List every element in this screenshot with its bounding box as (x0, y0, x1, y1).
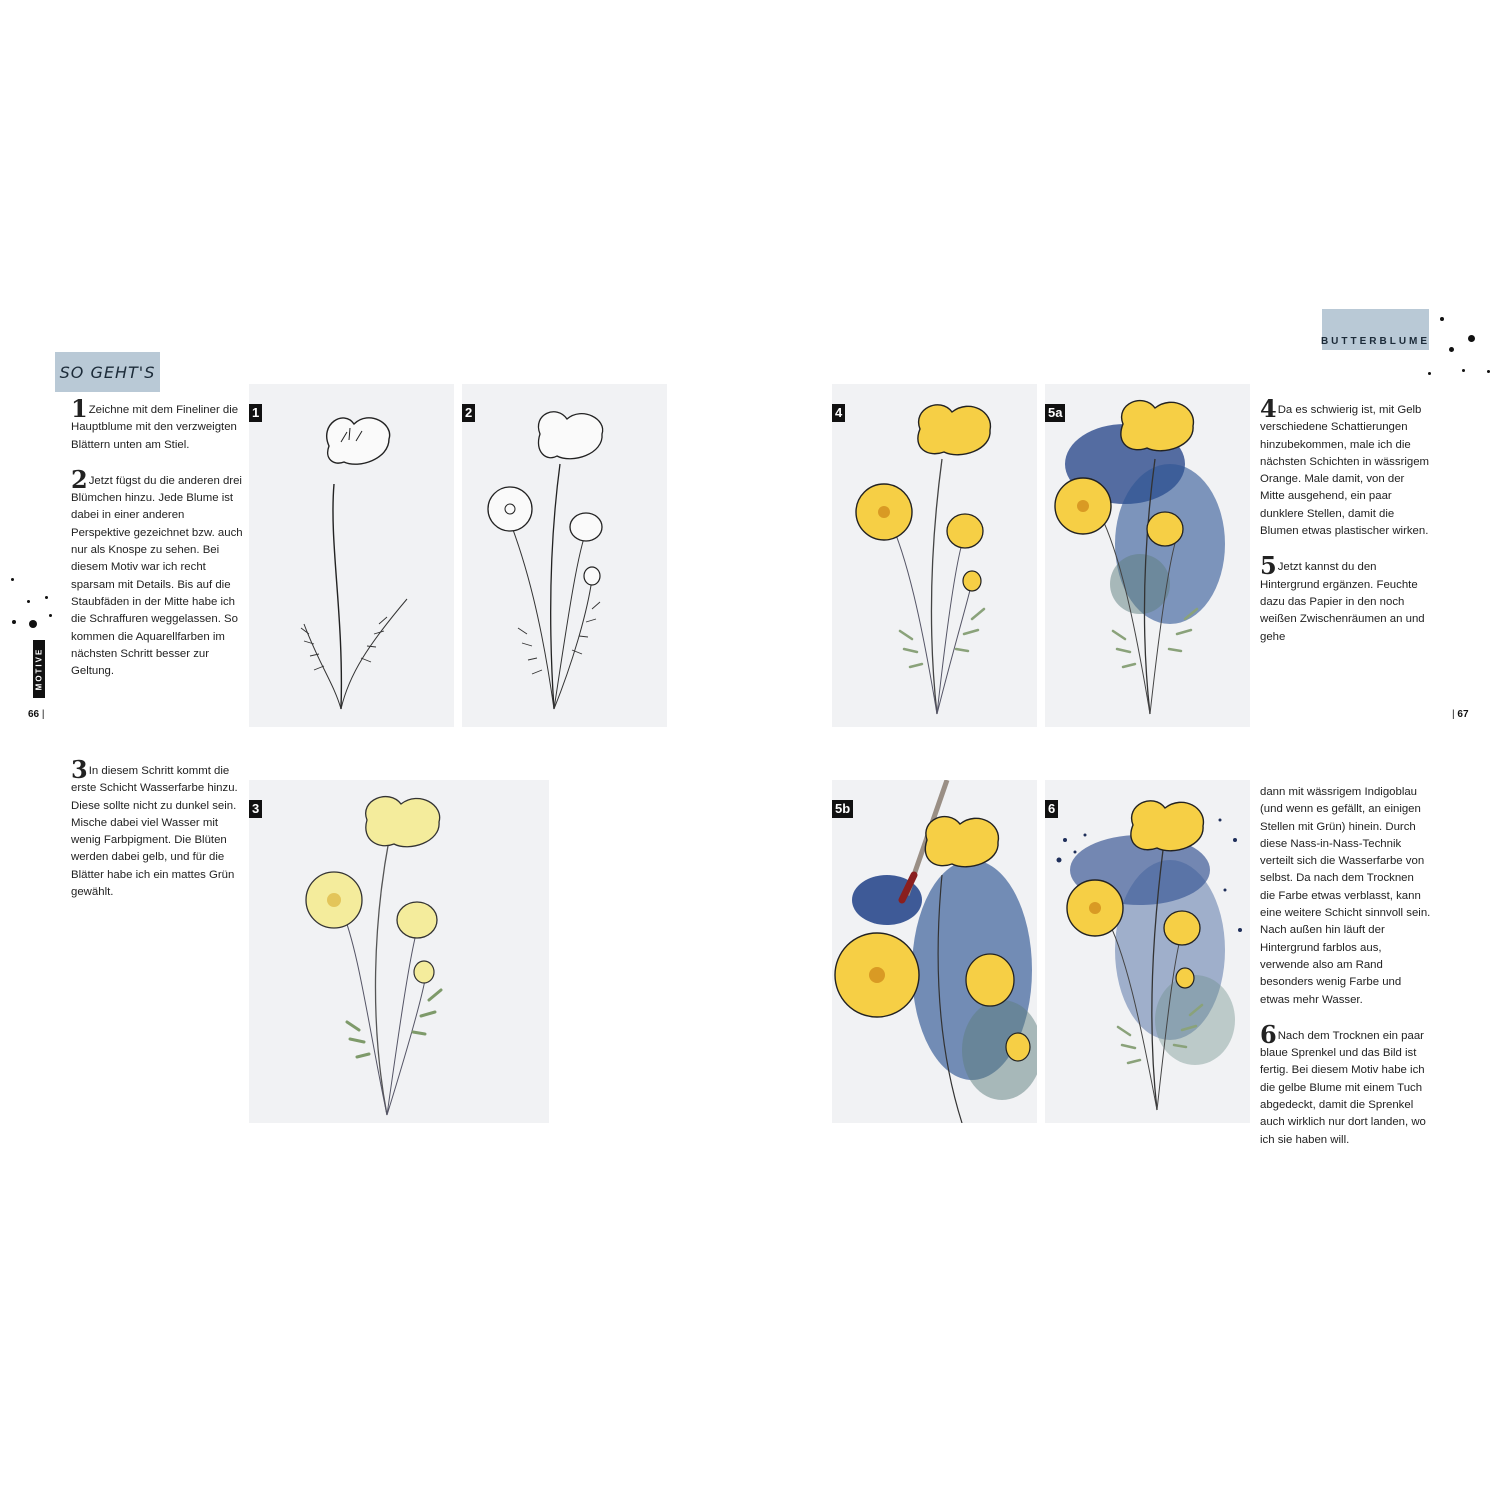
illustration-panel-5b (832, 780, 1037, 1123)
steps-1-2-text (71, 394, 243, 697)
step-1: 1Zeichne mit dem Fineliner die Hauptblume mit den verzweigten Blättern unten am Stiel. (71, 394, 239, 451)
panel-label-2: 2 (462, 404, 475, 422)
step-3: 3In diesem Schritt kommt die erste Schicht Wasserfarbe hinzu. Diese sollte nicht zu dunkel sein. Mische dabei viel Wasser mit wenig Farbpigment. Die Blüten werden dabei gelb, und für die Blätter habe ich ein mattes Grün gewählt. (71, 755, 238, 899)
illustration-panel-3 (249, 780, 549, 1123)
panel-label-3: 3 (249, 800, 262, 818)
step-5-continued: dann mit wässrigem Indigoblau (und wenn es gefällt, an einigen Stellen mit Grün) hinein. Durch diese Nass-in-Nass-Technik verteilt sich die Wasserfarbe von selbst. Da nach dem Trocknen die Farbe etwas verblasst, kann eine weitere Schicht sinnvoll sein. Nach außen hin läuft der Hintergrund farblos aus, verwende also am Rand besonders wenig Farbe und etwas mehr Wasser. (1260, 786, 1431, 1006)
illustration-panel-2 (462, 384, 667, 727)
illustration-panel-1 (249, 384, 454, 727)
illustration-panel-4 (832, 384, 1037, 727)
panel-label-4: 4 (832, 404, 845, 422)
section-tag-so-gehts: SO GEHT'S (55, 352, 160, 392)
flower-painted-yellow-4 (832, 384, 1037, 727)
flower-sketch-2 (462, 384, 667, 727)
page-number-right: | 67 (1452, 709, 1469, 720)
panel-label-5a: 5a (1045, 404, 1065, 422)
side-tab-motive: MOTIVE (33, 640, 45, 698)
step-2: 2Jetzt fügst du die anderen drei Blümchen hinzu. Jede Blume ist dabei in einer anderen Perspektive gezeichnet bzw. auch nur als Knospe zu sehen. Bei diesem Motiv war ich recht sparsam mit Details. Bis auf die Staubfäden in der Mitte habe ich die Schraffuren weggelassen. So kommen die Aquarellfarben im nächsten Schritt besser zur Geltung. (71, 464, 243, 678)
flower-sketch-1 (249, 384, 454, 727)
illustration-panel-5a (1045, 384, 1250, 727)
illustration-panel-6 (1045, 780, 1250, 1123)
panel-label-5b: 5b (832, 800, 853, 818)
panel-label-1: 1 (249, 404, 262, 422)
flower-final-6 (1045, 780, 1250, 1123)
steps-5-6-text (1260, 784, 1432, 1166)
flower-brush-closeup-5b (832, 780, 1037, 1123)
step-6: 6Nach dem Trocknen ein paar blaue Sprenkel und das Bild ist fertig. Bei diesem Motiv habe ich die gelbe Blume mit einem Tuch abgedeckt, damit die Sprenkel auch wirklich nur dort landen, wo ich sie haben will. (1260, 1019, 1426, 1146)
flower-painted-light-3 (249, 780, 549, 1123)
page-number-left: 66 | (28, 709, 45, 720)
step-5: 5Jetzt kannst du den Hintergrund ergänzen. Feuchte dazu das Papier in den noch weißen Zwischenräumen an und gehe (1260, 551, 1425, 643)
panel-label-6: 6 (1045, 800, 1058, 818)
step-4: 4Da es schwierig ist, mit Gelb verschiedene Schattierungen hinzubekommen, male ich die nächsten Schichten in wässrigem Orange. Male damit, von der Mitte ausgehend, ein paar dunklere Stellen, damit die Blumen etwas plastischer wirken. (1260, 394, 1430, 538)
step-3-text (71, 755, 243, 918)
section-tag-butterblume: BUTTERBLUME (1322, 309, 1429, 350)
steps-4-5-text (1260, 394, 1432, 663)
flower-blue-background-5a (1045, 384, 1250, 727)
